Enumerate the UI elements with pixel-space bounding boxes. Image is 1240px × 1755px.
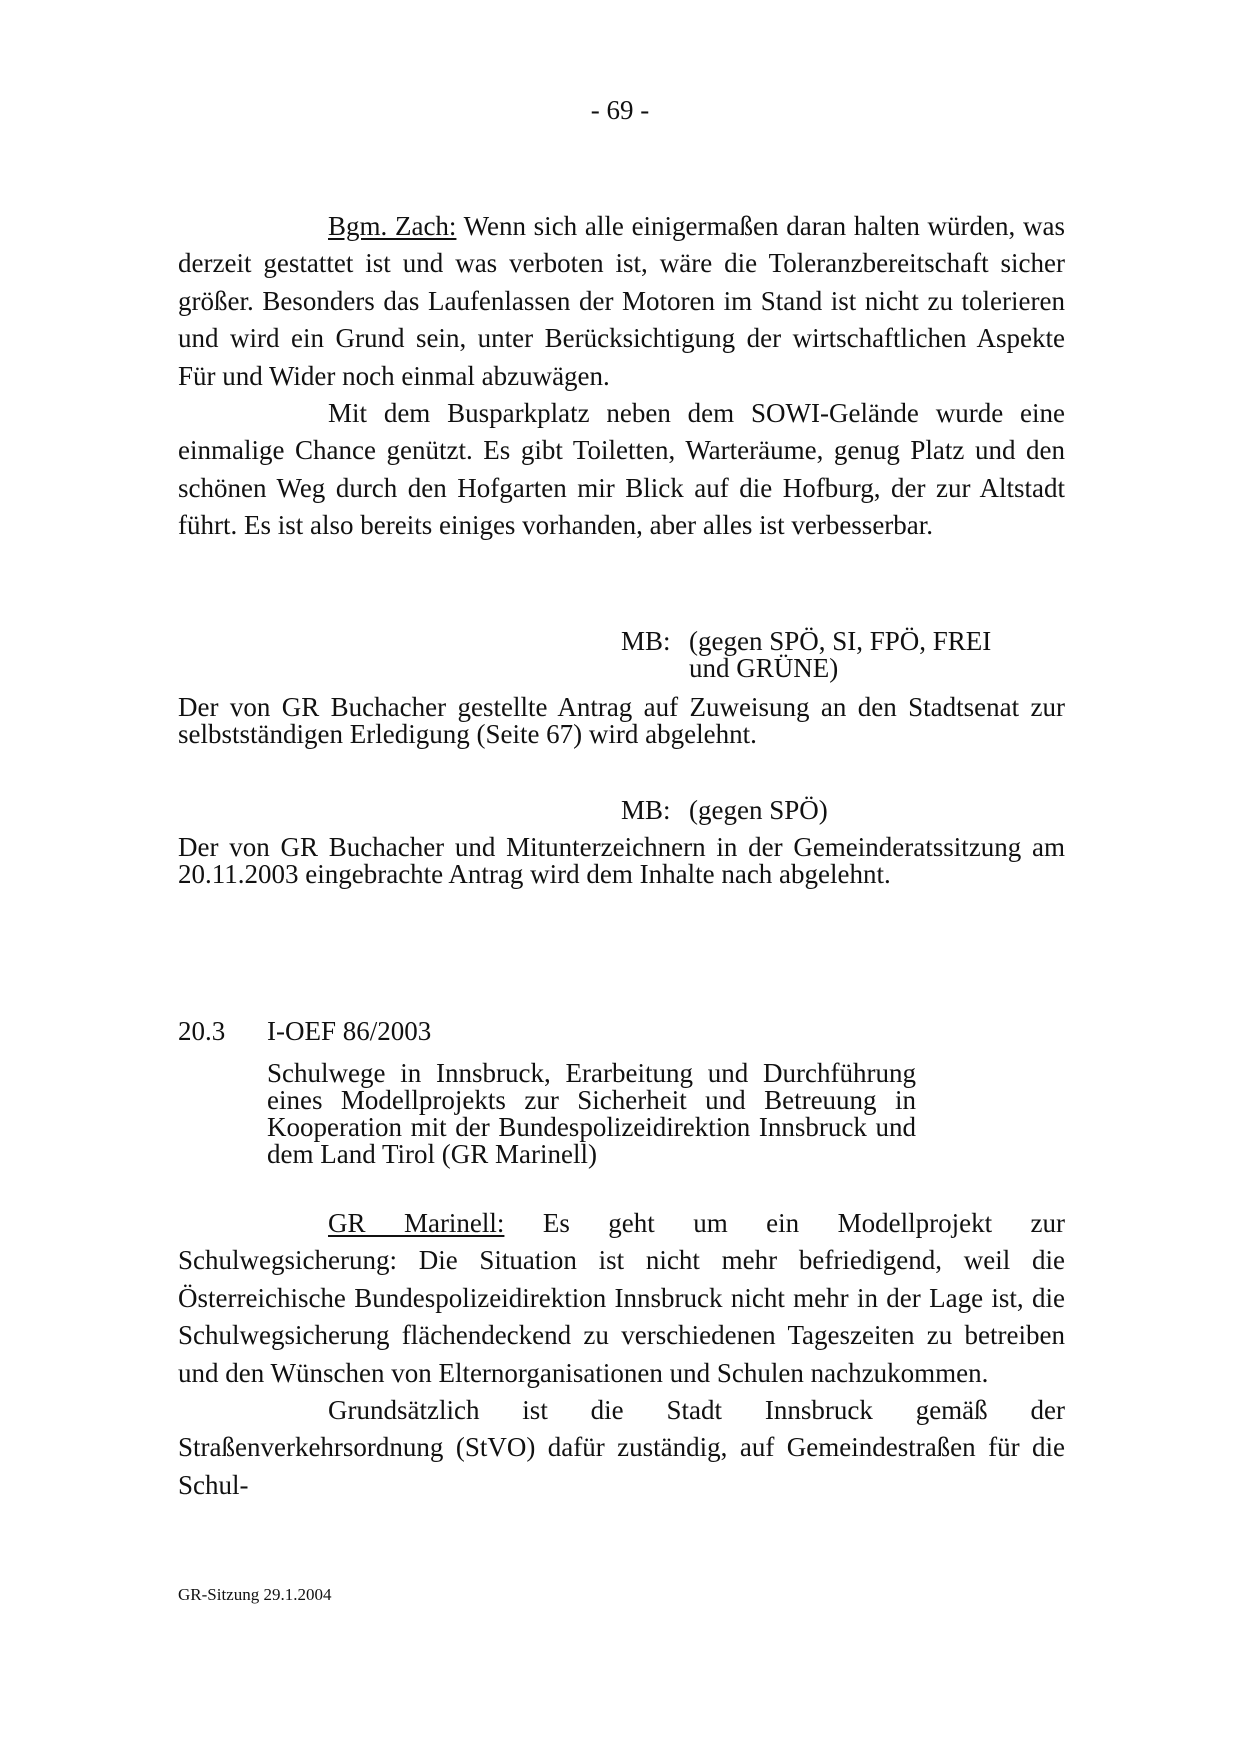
speech-text: Wenn sich alle einigermaßen daran halten würden, was derzeit gestattet ist und was verboten ist, wäre die Toleranzbereitschaft sicher größer. Besonders das Laufenlassen der Motoren im Stand ist nicht zu tolerieren und wird ein Grund sein, unter Berücksichtigung der wirtschaftlichen Aspekte Für und Wider noch einmal abzuwägen.: [178, 211, 1065, 391]
decision-text: Der von GR Buchacher gestellte Antrag auf Zuweisung an den Stadtsenat zur selbstständigen Erledigung (Seite 67) wird abgelehnt.: [178, 692, 1065, 749]
decision-vote-2: [621, 797, 1034, 824]
footer-session: GR-Sitzung 29.1.2004: [178, 1585, 332, 1604]
speech-paragraph: [178, 1205, 1065, 1392]
speech-paragraph: Mit dem Busparkplatz neben dem SOWI-Gelände wurde eine einmalige Chance genützt. Es gibt Toiletten, Warteräume, genug Platz und den schönen Weg durch den Hofgarten mir Blick auf die Hofburg, der zur Altstadt führt. Es ist also bereits einiges vorhanden, aber alles ist verbesserbar.: [178, 398, 1065, 541]
agenda-item-number: 20.3: [178, 1016, 226, 1046]
speech-gr-marinell: [178, 1205, 1065, 1504]
speech-bgm-zach: [178, 208, 1065, 545]
agenda-item-title: [267, 1060, 916, 1168]
decision-text: Der von GR Buchacher und Mitunterzeichnern in der Gemeinderatssitzung am 20.11.2003 eingebrachte Antrag wird dem Inhalte nach abgelehnt.: [178, 832, 1065, 889]
agenda-item-title-text: Schulwege in Innsbruck, Erarbeitung und Durchführung eines Modellprojekts zur Sicherheit und Betreuung in Kooperation mit der Bundespolizeidirektion Innsbruck und dem Land Tirol (GR Marinell): [267, 1058, 916, 1169]
decision-label: MB:: [621, 626, 671, 656]
speaker-name: Bgm. Zach:: [328, 211, 457, 241]
speech-text: Es geht um ein Modellprojekt zur Schulwegsicherung: Die Situation ist nicht mehr befriedigend, weil die Österreichische Bundespolizeidirektion Innsbruck nicht mehr in der Lage ist, die Schulwegsicherung flächendeckend zu verschiedenen Tageszeiten zu betreiben und den Wünschen von Elternorganisationen und Schulen nachzukommen.: [178, 1208, 1065, 1388]
decision-vote: (gegen SPÖ): [689, 795, 828, 825]
decision-text-1: [178, 694, 1065, 748]
speech-paragraph: [178, 208, 1065, 395]
decision-vote-1: [621, 628, 1034, 682]
decision-text-2: [178, 834, 1065, 888]
decision-vote: (gegen SPÖ, SI, FPÖ, FREI und GRÜNE): [689, 626, 992, 683]
page-number: - 69 -: [590, 95, 650, 125]
agenda-item-code: I-OEF 86/2003: [267, 1016, 432, 1046]
speech-paragraph: Grundsätzlich ist die Stadt Innsbruck gemäß der Straßenverkehrsordnung (StVO) dafür zuständig, auf Gemeindestraßen für die Schul-: [178, 1395, 1065, 1500]
decision-label: MB:: [621, 795, 671, 825]
speaker-name: GR Marinell:: [328, 1208, 505, 1238]
